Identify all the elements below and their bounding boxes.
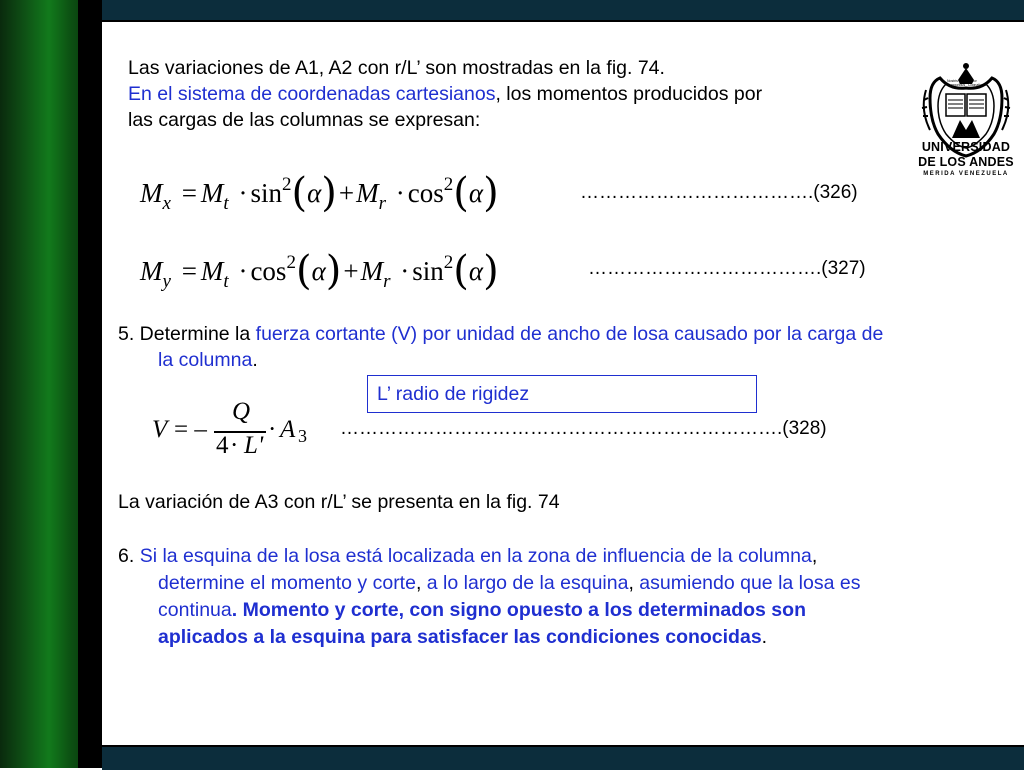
eq326-alpha-2: α [468, 178, 484, 208]
equation-328 [152, 398, 322, 470]
eq326-t2-sub: r [378, 193, 387, 214]
eq328-den-L: L' [244, 432, 264, 459]
eq326-alpha-1: α [307, 178, 322, 208]
intro-line-1: Las variaciones de A1, A2 con r/L’ son mostradas en la fig. 74. [128, 57, 665, 79]
intro-line-2 [128, 82, 762, 106]
eq327-plus: + [343, 256, 359, 286]
eq327-paren-close-2: ) [483, 248, 499, 294]
eq328-number: (328) [782, 418, 827, 439]
eq327-paren-open-1: ( [295, 248, 312, 294]
eq326-plus: + [338, 178, 355, 208]
step6-line-2 [158, 571, 860, 595]
step6-line-3 [158, 598, 806, 622]
eq328-den-dot: · [230, 432, 239, 459]
eq328-lhs: V [152, 416, 168, 443]
step6-l3-blue: continua [158, 599, 232, 621]
intro-line-3: las cargas de las columnas se expresan: [128, 109, 481, 131]
note-box-text: L’ radio de rigidez [377, 383, 530, 405]
intro-blue-text: En el sistema de coordenadas cartesianos [128, 83, 496, 105]
step6-l3-bold: . Momento y corte, con signo opuesto a los determinados son [231, 599, 806, 621]
step6-l2-blue1: determine el momento y corte [158, 572, 416, 594]
eq328-number-line [340, 418, 827, 440]
eq326-dots: ………………………………. [580, 182, 814, 203]
eq327-lhs-symbol: M [140, 256, 163, 286]
eq327-paren-open-2: ( [453, 248, 469, 294]
eq327-t2-symbol: M [360, 256, 384, 286]
left-green-sidebar [0, 0, 102, 768]
eq326-t1-sub: t [223, 193, 229, 214]
eq328-dot: · [268, 416, 277, 443]
logo-book-left: Nostris Temporibus [947, 79, 966, 87]
logo-de-los-andes: DE LOS ANDES [918, 155, 1014, 169]
eq328-dots: ……………………………………………………………. [340, 418, 783, 439]
eq326-dot1: · [238, 178, 248, 208]
eq328-den-4: 4 [216, 432, 229, 459]
intro-line-2-rest: , los momentos producidos por [495, 83, 763, 105]
logo-merida: MERIDA VENEZUELA [923, 171, 1009, 177]
eq326-t2-symbol: M [356, 178, 379, 208]
eq327-t1-exp: 2 [286, 252, 296, 273]
eq326-t2-fn: cos [407, 178, 444, 208]
step6-l4-bold: aplicados a la esquina para satisfacer las condiciones conocidas [158, 626, 762, 648]
eq327-dots: ………………………………. [588, 258, 822, 279]
eq326-t1-fn: sin [250, 178, 282, 208]
variation-a3-text: La variación de A3 con r/L’ se presenta en la fig. 74 [118, 491, 560, 513]
eq326-paren-close-2: ) [483, 170, 499, 216]
step6-l1-end: , [811, 545, 818, 567]
eq327-t2-sub: r [383, 271, 391, 292]
eq326-t2-exp: 2 [443, 174, 454, 195]
logo-book-right: Maior Cognatione [968, 79, 986, 87]
eq328-A-sub: 3 [298, 426, 307, 446]
eq327-number-line [588, 258, 866, 280]
eq326-t1-exp: 2 [281, 174, 292, 195]
eq327-t2-fn: sin [412, 256, 444, 286]
eq326-number-line [580, 182, 858, 204]
step6-l2-blue3: asumiendo que la losa es [639, 572, 861, 594]
eq328-A: A [280, 416, 296, 443]
step5-blue-text: fuerza cortante (V) por unidad de ancho de losa causado por la carga de [255, 323, 884, 345]
top-bar [102, 0, 1024, 22]
eq326-equals: = [181, 178, 197, 208]
eq327-paren-close-1: ) [325, 248, 342, 294]
sidebar-black-edge [78, 0, 102, 768]
eq327-t1-sub: t [223, 271, 229, 292]
step5-line2-blue: la columna [158, 349, 253, 371]
eq327-alpha-2: α [468, 256, 484, 286]
eq327-lhs-sub: y [162, 271, 171, 292]
step6-l2-blue2: a lo largo de la esquina [426, 572, 629, 594]
eq326-lhs-symbol: M [140, 178, 163, 208]
step6-l4-end: . [761, 626, 768, 648]
step5-line2-end: . [252, 349, 258, 371]
eq326-paren-open-2: ( [453, 170, 469, 216]
step5-prefix: 5. Determine la [118, 323, 256, 345]
eq327-t1-fn: cos [250, 256, 287, 286]
equation-326 [140, 166, 499, 216]
eq328-numerator: Q [232, 398, 251, 425]
step6-line-4 [158, 625, 767, 649]
note-box [367, 375, 757, 413]
step6-line-1 [118, 544, 817, 568]
eq326-dot2: · [395, 178, 405, 208]
eq327-dot2: · [400, 256, 410, 286]
eq326-paren-close-1: ) [321, 170, 337, 216]
eq326-paren-open-1: ( [291, 170, 308, 216]
eq327-dot1: · [238, 256, 248, 286]
eq326-t1-symbol: M [200, 178, 224, 208]
eq327-t2-exp: 2 [443, 252, 454, 273]
equation-327 [140, 244, 499, 294]
step6-l2-mid: , [415, 572, 427, 594]
eq327-number: (327) [821, 258, 866, 279]
eq326-lhs-sub: x [162, 193, 171, 214]
step5-line-2 [158, 348, 258, 372]
eq328-equals-minus: = – [174, 416, 207, 443]
eq326-number: (326) [813, 182, 858, 203]
step6-l2-mid2: , [628, 572, 640, 594]
eq327-t1-symbol: M [200, 256, 224, 286]
step6-prefix: 6. [118, 545, 140, 567]
step6-l1-blue: Si la esquina de la losa está localizada en la zona de influencia de la columna [139, 545, 812, 567]
eq327-equals: = [181, 256, 197, 286]
bottom-bar [102, 745, 1024, 770]
logo-university: UNIVERSIDAD [921, 140, 1011, 154]
step5-line-1 [118, 322, 883, 346]
eq327-alpha-1: α [311, 256, 326, 286]
